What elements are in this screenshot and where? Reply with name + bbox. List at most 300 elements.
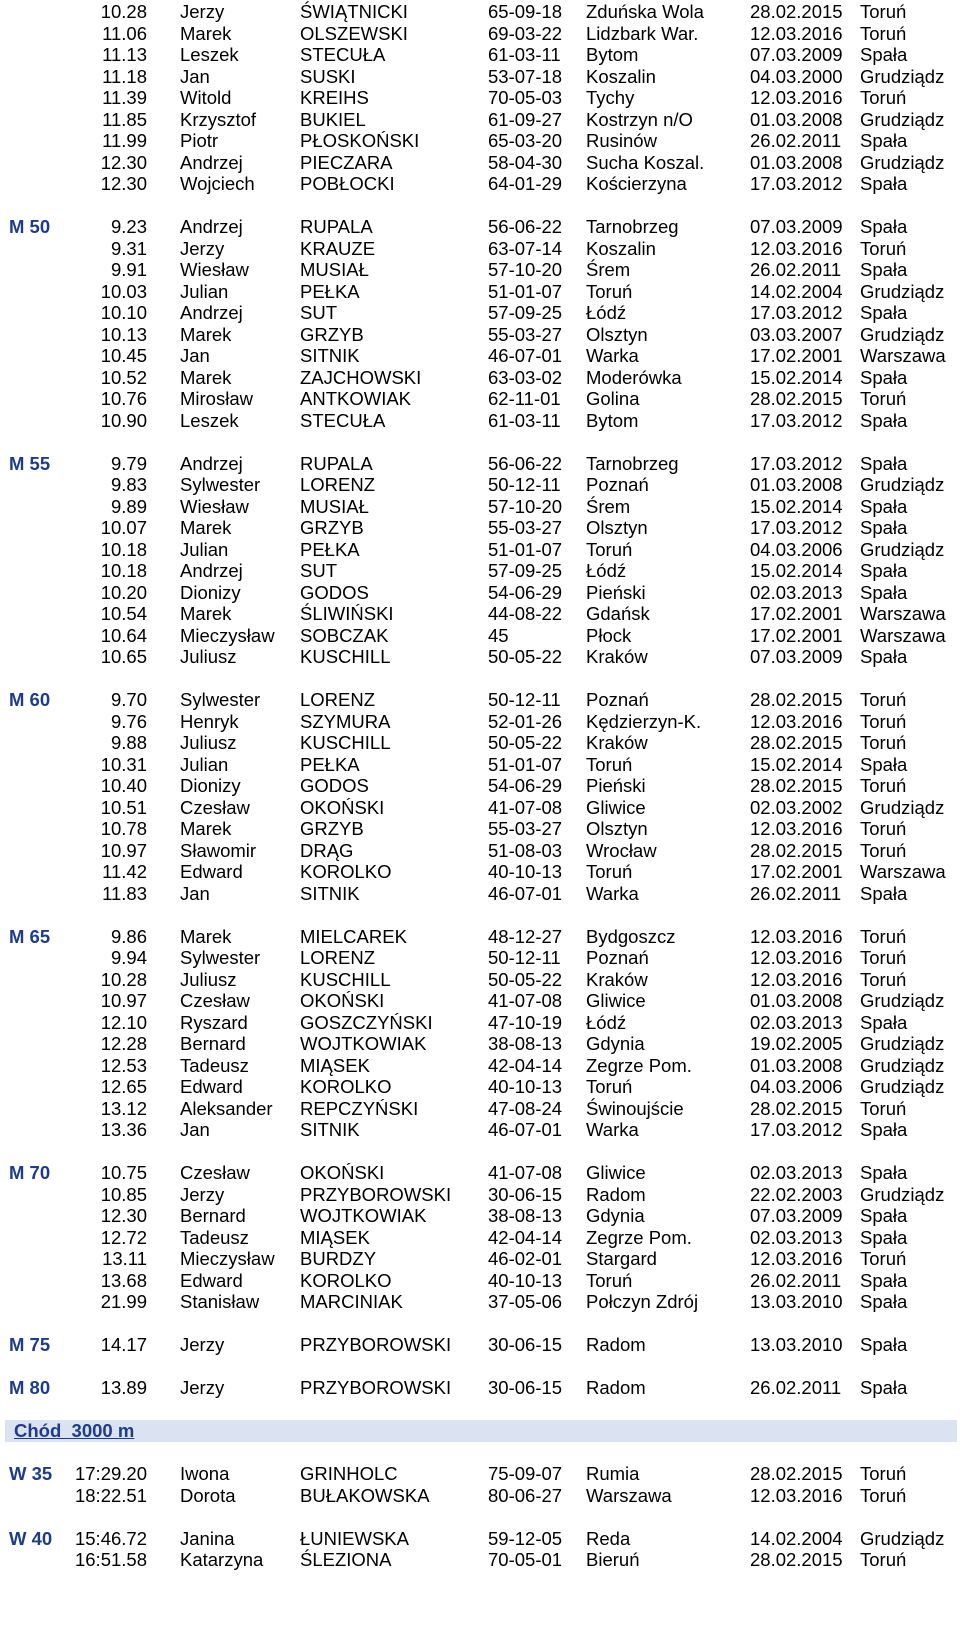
birth-date-cell: 56-06-22 (488, 216, 563, 237)
club-city-cell: Lidzbark War. (586, 22, 699, 44)
birth-date-cell: 42-04-14 (488, 1226, 563, 1248)
venue-cell: Spała (860, 560, 908, 581)
last-name-cell: MUSIAŁ (300, 259, 369, 280)
club-city-cell: Poznań (586, 474, 649, 495)
venue-cell: Toruń (860, 237, 907, 259)
venue-cell: Spała (860, 130, 908, 151)
record-row (0, 1485, 960, 1507)
first-name-cell: Marek (180, 818, 232, 839)
birth-date-cell: 40-10-13 (488, 1076, 563, 1097)
birth-date-cell: 54-06-29 (488, 581, 563, 603)
result-cell: 9.31 (110, 237, 147, 259)
record-row (0, 152, 960, 174)
last-name-cell: OKOŃSKI (300, 1162, 385, 1183)
last-name-cell: LORENZ (300, 689, 376, 710)
venue-cell: Grudziądz (860, 1527, 945, 1549)
record-row (0, 1334, 960, 1356)
record-row (0, 646, 960, 668)
birth-date-cell: 50-05-22 (488, 732, 563, 753)
result-cell: 10.31 (100, 753, 147, 775)
venue-cell: Spała (860, 1226, 908, 1248)
first-name-cell: Julian (180, 538, 229, 560)
last-name-cell: MIELCAREK (300, 925, 407, 947)
club-city-cell: Pieński (586, 581, 646, 603)
club-city-cell: Świnoujście (586, 1097, 684, 1119)
record-row (0, 883, 960, 905)
last-name-cell: RUPALA (300, 452, 373, 474)
result-cell: 13.36 (100, 1119, 147, 1140)
result-cell: 9.89 (110, 495, 147, 517)
first-name-cell: Jan (180, 65, 210, 87)
venue-cell: Spała (860, 1334, 908, 1355)
first-name-cell: Czesław (180, 990, 250, 1011)
first-name-cell: Andrzej (180, 216, 243, 237)
first-name-cell: Juliusz (180, 968, 237, 990)
result-cell: 12.30 (100, 151, 147, 173)
last-name-cell: MARCINIAK (300, 1291, 403, 1312)
venue-cell: Warszawa (860, 345, 946, 366)
record-row (0, 1098, 960, 1120)
result-cell: 10.20 (100, 581, 147, 603)
venue-cell: Spała (860, 646, 908, 667)
venue-cell: Grudziądz (860, 1183, 945, 1205)
last-name-cell: LORENZ (300, 474, 376, 495)
last-name-cell: BUŁAKOWSKA (300, 1484, 430, 1506)
last-name-cell: BUKIEL (300, 108, 366, 130)
event-title: Chód 3000 m (14, 1420, 135, 1441)
last-name-cell: STECUŁA (300, 44, 386, 65)
first-name-cell: Leszek (180, 44, 239, 65)
last-name-cell: SUT (300, 302, 337, 323)
first-name-cell: Marek (180, 366, 232, 388)
first-name-cell: Jerzy (180, 1377, 225, 1398)
first-name-cell: Juliusz (180, 646, 237, 667)
last-name-cell: SUT (300, 560, 337, 581)
club-city-cell: Golina (586, 388, 640, 409)
first-name-cell: Dionizy (180, 775, 241, 796)
date-cell: 26.02.2011 (750, 1269, 842, 1291)
record-row (0, 861, 960, 883)
birth-date-cell: 61-03-11 (488, 409, 561, 431)
first-name-cell: Marek (180, 925, 232, 947)
club-city-cell: Kraków (586, 732, 648, 753)
venue-cell: Grudziądz (860, 323, 945, 345)
birth-date-cell: 53-07-18 (488, 65, 563, 87)
venue-cell: Toruń (860, 925, 907, 947)
first-name-cell: Sławomir (180, 839, 257, 861)
first-name-cell: Jerzy (180, 1, 225, 22)
birth-date-cell: 61-09-27 (488, 108, 563, 130)
last-name-cell: PRZYBOROWSKI (300, 1183, 452, 1205)
venue-cell: Grudziądz (860, 990, 945, 1011)
venue-cell: Toruń (860, 689, 907, 710)
club-city-cell: Zduńska Wola (586, 1, 704, 22)
record-row (0, 87, 960, 109)
last-name-cell: MIĄSEK (300, 1054, 370, 1076)
birth-date-cell: 59-12-05 (488, 1527, 563, 1549)
venue-cell: Grudziądz (860, 65, 945, 87)
record-row (0, 109, 960, 131)
first-name-cell: Krzysztof (180, 108, 257, 130)
date-cell: 04.03.2006 (750, 538, 843, 560)
birth-date-cell: 61-03-11 (488, 44, 561, 65)
last-name-cell: ŚLIWIŃSKI (300, 603, 394, 624)
club-city-cell: Zegrze Pom. (586, 1226, 692, 1248)
first-name-cell: Julian (180, 280, 229, 302)
last-name-cell: GODOS (300, 581, 369, 603)
first-name-cell: Marek (180, 517, 232, 538)
venue-cell: Toruń (860, 1549, 907, 1570)
result-cell: 10.18 (100, 560, 147, 581)
date-cell: 02.03.2013 (750, 1162, 843, 1183)
result-cell: 10.18 (100, 538, 147, 560)
result-cell: 10.76 (100, 388, 147, 409)
first-name-cell: Wiesław (180, 495, 249, 517)
result-cell: 10.28 (100, 1, 147, 22)
first-name-cell: Jerzy (180, 1334, 225, 1355)
venue-cell: Toruń (860, 968, 907, 990)
venue-cell: Grudziądz (860, 280, 945, 302)
age-category-label: M 55 (9, 452, 51, 474)
club-city-cell: Gdynia (586, 1205, 645, 1226)
date-cell: 12.03.2016 (750, 1248, 843, 1269)
last-name-cell: LORENZ (300, 947, 376, 968)
result-cell: 9.88 (110, 732, 147, 753)
record-row (0, 496, 960, 518)
record-row (0, 388, 960, 410)
first-name-cell: Edward (180, 1076, 243, 1097)
club-city-cell: Warka (586, 882, 639, 904)
club-city-cell: Toruń (586, 280, 633, 302)
record-row (0, 582, 960, 604)
result-cell: 10.03 (100, 280, 147, 302)
club-city-cell: Rusinów (586, 130, 657, 151)
record-row (0, 1055, 960, 1077)
result-cell: 10.28 (100, 968, 147, 990)
last-name-cell: KUSCHILL (300, 732, 391, 753)
first-name-cell: Marek (180, 603, 232, 624)
record-row (0, 474, 960, 496)
result-cell: 9.76 (110, 710, 147, 732)
club-city-cell: Wrocław (586, 839, 657, 861)
club-city-cell: Warka (586, 1119, 639, 1140)
first-name-cell: Andrzej (180, 452, 243, 474)
date-cell: 12.03.2016 (750, 818, 843, 839)
first-name-cell: Marek (180, 323, 232, 345)
venue-cell: Toruń (860, 818, 907, 839)
date-cell: 28.02.2015 (750, 775, 843, 796)
record-row (0, 1205, 960, 1227)
date-cell: 02.03.2013 (750, 1226, 843, 1248)
record-row (0, 754, 960, 776)
result-cell: 9.86 (110, 925, 147, 947)
first-name-cell: Mirosław (180, 388, 253, 409)
last-name-cell: SITNIK (300, 1119, 360, 1140)
record-row (0, 66, 960, 88)
date-cell: 17.03.2012 (750, 1119, 843, 1140)
last-name-cell: GRZYB (300, 818, 364, 839)
birth-date-cell: 57-09-25 (488, 302, 563, 323)
first-name-cell: Piotr (180, 130, 219, 151)
date-cell: 02.03.2013 (750, 581, 843, 603)
club-city-cell: Kraków (586, 646, 648, 667)
record-row (0, 625, 960, 647)
date-cell: 07.03.2009 (750, 1205, 843, 1226)
result-cell: 13.89 (100, 1377, 147, 1398)
last-name-cell: STECUŁA (300, 409, 386, 431)
last-name-cell: SOBCZAK (300, 624, 389, 646)
birth-date-cell: 45 (488, 624, 509, 646)
record-row (0, 1162, 960, 1184)
date-cell: 26.02.2011 (750, 1377, 842, 1398)
record-row (0, 1119, 960, 1141)
date-cell: 07.03.2009 (750, 216, 843, 237)
club-city-cell: Kraków (586, 968, 648, 990)
last-name-cell: SITNIK (300, 345, 360, 366)
venue-cell: Spała (860, 1205, 908, 1226)
result-cell: 11.39 (102, 87, 147, 108)
club-city-cell: Rumia (586, 1463, 640, 1484)
club-city-cell: Gliwice (586, 990, 646, 1011)
birth-date-cell: 46-07-01 (488, 345, 563, 366)
birth-date-cell: 50-12-11 (488, 947, 561, 968)
date-cell: 17.03.2012 (750, 302, 843, 323)
venue-cell: Grudziądz (860, 1054, 945, 1076)
club-city-cell: Olsztyn (586, 323, 648, 345)
birth-date-cell: 75-09-07 (488, 1463, 563, 1484)
record-row (0, 1463, 960, 1485)
venue-cell: Spała (860, 259, 908, 280)
first-name-cell: Sylwester (180, 474, 261, 495)
record-row (0, 517, 960, 539)
result-cell: 12.72 (100, 1226, 147, 1248)
birth-date-cell: 70-05-01 (488, 1549, 563, 1570)
event-header-bar (5, 1420, 957, 1442)
date-cell: 14.02.2004 (750, 280, 843, 302)
last-name-cell: OKOŃSKI (300, 796, 385, 818)
result-cell: 10.51 (100, 796, 147, 818)
last-name-cell: PRZYBOROWSKI (300, 1334, 452, 1355)
venue-cell: Spała (860, 452, 908, 474)
last-name-cell: PRZYBOROWSKI (300, 1377, 452, 1398)
last-name-cell: ŚLEZIONA (300, 1549, 392, 1570)
last-name-cell: GODOS (300, 775, 369, 796)
last-name-cell: PIECZARA (300, 151, 393, 173)
birth-date-cell: 50-12-11 (488, 689, 561, 710)
first-name-cell: Marek (180, 22, 232, 44)
first-name-cell: Stanisław (180, 1291, 260, 1312)
date-cell: 28.02.2015 (750, 1463, 843, 1484)
last-name-cell: KREIHS (300, 87, 369, 108)
result-cell: 9.83 (110, 474, 147, 495)
date-cell: 12.03.2016 (750, 968, 843, 990)
record-row (0, 775, 960, 797)
club-city-cell: Połczyn Zdrój (586, 1291, 699, 1312)
date-cell: 01.03.2008 (750, 108, 843, 130)
venue-cell: Spała (860, 1377, 908, 1398)
venue-cell: Toruń (860, 947, 907, 968)
record-row (0, 345, 960, 367)
venue-cell: Warszawa (860, 861, 946, 882)
birth-date-cell: 48-12-27 (488, 925, 563, 947)
result-cell: 11.18 (102, 65, 147, 87)
first-name-cell: Henryk (180, 710, 239, 732)
birth-date-cell: 51-01-07 (488, 538, 563, 560)
first-name-cell: Mieczysław (180, 1248, 275, 1269)
date-cell: 04.03.2006 (750, 1076, 843, 1097)
result-cell: 12.30 (100, 1205, 147, 1226)
age-category-label: W 40 (9, 1527, 53, 1549)
birth-date-cell: 50-05-22 (488, 646, 563, 667)
record-row (0, 1076, 960, 1098)
result-cell: 14.17 (100, 1334, 147, 1355)
venue-cell: Grudziądz (860, 538, 945, 560)
venue-cell: Grudziądz (860, 1033, 945, 1054)
first-name-cell: Julian (180, 753, 229, 775)
last-name-cell: MIĄSEK (300, 1226, 370, 1248)
club-city-cell: Sucha Koszal. (586, 151, 705, 173)
last-name-cell: SUSKI (300, 65, 356, 87)
venue-cell: Toruń (860, 1, 907, 22)
venue-cell: Spała (860, 366, 908, 388)
venue-cell: Grudziądz (860, 1076, 945, 1097)
last-name-cell: SITNIK (300, 882, 360, 904)
date-cell: 01.03.2008 (750, 151, 843, 173)
first-name-cell: Jerzy (180, 1183, 225, 1205)
date-cell: 03.03.2007 (750, 323, 843, 345)
venue-cell: Spała (860, 409, 908, 431)
birth-date-cell: 40-10-13 (488, 861, 563, 882)
date-cell: 26.02.2011 (750, 259, 842, 280)
result-cell: 9.79 (110, 452, 147, 474)
date-cell: 12.03.2016 (750, 710, 843, 732)
result-cell: 12.53 (100, 1054, 147, 1076)
last-name-cell: GRZYB (300, 323, 364, 345)
first-name-cell: Andrzej (180, 151, 243, 173)
club-city-cell: Gdynia (586, 1033, 645, 1054)
result-cell: 10.97 (100, 839, 147, 861)
venue-cell: Spała (860, 1269, 908, 1291)
birth-date-cell: 47-08-24 (488, 1097, 563, 1119)
record-row (0, 1377, 960, 1399)
birth-date-cell: 47-10-19 (488, 1011, 563, 1033)
club-city-cell: Bydgoszcz (586, 925, 676, 947)
club-city-cell: Moderówka (586, 366, 682, 388)
last-name-cell: DRĄG (300, 839, 354, 861)
date-cell: 28.02.2015 (750, 839, 843, 861)
result-cell: 10.64 (100, 624, 147, 646)
result-cell: 18:22.51 (74, 1484, 147, 1506)
record-row (0, 818, 960, 840)
last-name-cell: PŁOSKOŃSKI (300, 130, 420, 151)
date-cell: 13.03.2010 (750, 1334, 843, 1355)
first-name-cell: Wiesław (180, 259, 249, 280)
last-name-cell: KOROLKO (300, 861, 392, 882)
birth-date-cell: 57-09-25 (488, 560, 563, 581)
date-cell: 04.03.2000 (750, 65, 843, 87)
record-row (0, 990, 960, 1012)
record-row (0, 1012, 960, 1034)
birth-date-cell: 51-01-07 (488, 280, 563, 302)
date-cell: 12.03.2016 (750, 237, 843, 259)
club-city-cell: Gliwice (586, 1162, 646, 1183)
date-cell: 26.02.2011 (750, 882, 842, 904)
date-cell: 17.02.2001 (750, 603, 843, 624)
result-cell: 10.13 (100, 323, 147, 345)
date-cell: 12.03.2016 (750, 925, 843, 947)
date-cell: 12.03.2016 (750, 22, 843, 44)
venue-cell: Toruń (860, 1097, 907, 1119)
age-category-label: M 65 (9, 925, 51, 947)
birth-date-cell: 63-03-02 (488, 366, 563, 388)
last-name-cell: BURDZY (300, 1248, 377, 1269)
result-cell: 10.90 (100, 409, 147, 431)
birth-date-cell: 55-03-27 (488, 323, 563, 345)
last-name-cell: ŁUNIEWSKA (300, 1527, 409, 1549)
first-name-cell: Mieczysław (180, 624, 275, 646)
result-cell: 10.52 (100, 366, 147, 388)
first-name-cell: Wojciech (180, 173, 255, 194)
result-cell: 9.91 (110, 259, 147, 280)
date-cell: 17.03.2012 (750, 517, 843, 538)
birth-date-cell: 54-06-29 (488, 775, 563, 796)
first-name-cell: Tadeusz (180, 1054, 249, 1076)
club-city-cell: Toruń (586, 538, 633, 560)
record-row (0, 281, 960, 303)
club-city-cell: Łódź (586, 302, 627, 323)
date-cell: 26.02.2011 (750, 130, 842, 151)
last-name-cell: KRAUZE (300, 237, 376, 259)
club-city-cell: Toruń (586, 1269, 633, 1291)
birth-date-cell: 46-02-01 (488, 1248, 563, 1269)
first-name-cell: Dorota (180, 1484, 236, 1506)
club-city-cell: Bytom (586, 44, 639, 65)
club-city-cell: Śrem (586, 495, 631, 517)
first-name-cell: Ryszard (180, 1011, 248, 1033)
first-name-cell: Aleksander (180, 1097, 273, 1119)
club-city-cell: Koszalin (586, 65, 656, 87)
last-name-cell: PEŁKA (300, 280, 360, 302)
venue-cell: Spała (860, 882, 908, 904)
birth-date-cell: 63-07-14 (488, 237, 563, 259)
birth-date-cell: 46-07-01 (488, 882, 563, 904)
venue-cell: Spała (860, 753, 908, 775)
result-cell: 9.70 (110, 689, 147, 710)
birth-date-cell: 37-05-06 (488, 1291, 563, 1312)
birth-date-cell: 57-10-20 (488, 259, 563, 280)
club-city-cell: Bieruń (586, 1549, 640, 1570)
last-name-cell: MUSIAŁ (300, 495, 369, 517)
record-row (0, 324, 960, 346)
date-cell: 17.02.2001 (750, 624, 843, 646)
venue-cell: Grudziądz (860, 108, 945, 130)
age-category-label: M 50 (9, 216, 51, 237)
club-city-cell: Radom (586, 1183, 646, 1205)
result-cell: 13.11 (102, 1248, 147, 1269)
last-name-cell: ANTKOWIAK (300, 388, 412, 409)
venue-cell: Warszawa (860, 603, 946, 624)
venue-cell: Spała (860, 1011, 908, 1033)
record-row (0, 1227, 960, 1249)
club-city-cell: Stargard (586, 1248, 657, 1269)
birth-date-cell: 50-12-11 (488, 474, 561, 495)
club-city-cell: Pieński (586, 775, 646, 796)
birth-date-cell: 55-03-27 (488, 818, 563, 839)
venue-cell: Toruń (860, 1248, 907, 1269)
first-name-cell: Andrzej (180, 302, 243, 323)
last-name-cell: POBŁOCKI (300, 173, 395, 194)
club-city-cell: Radom (586, 1377, 646, 1398)
